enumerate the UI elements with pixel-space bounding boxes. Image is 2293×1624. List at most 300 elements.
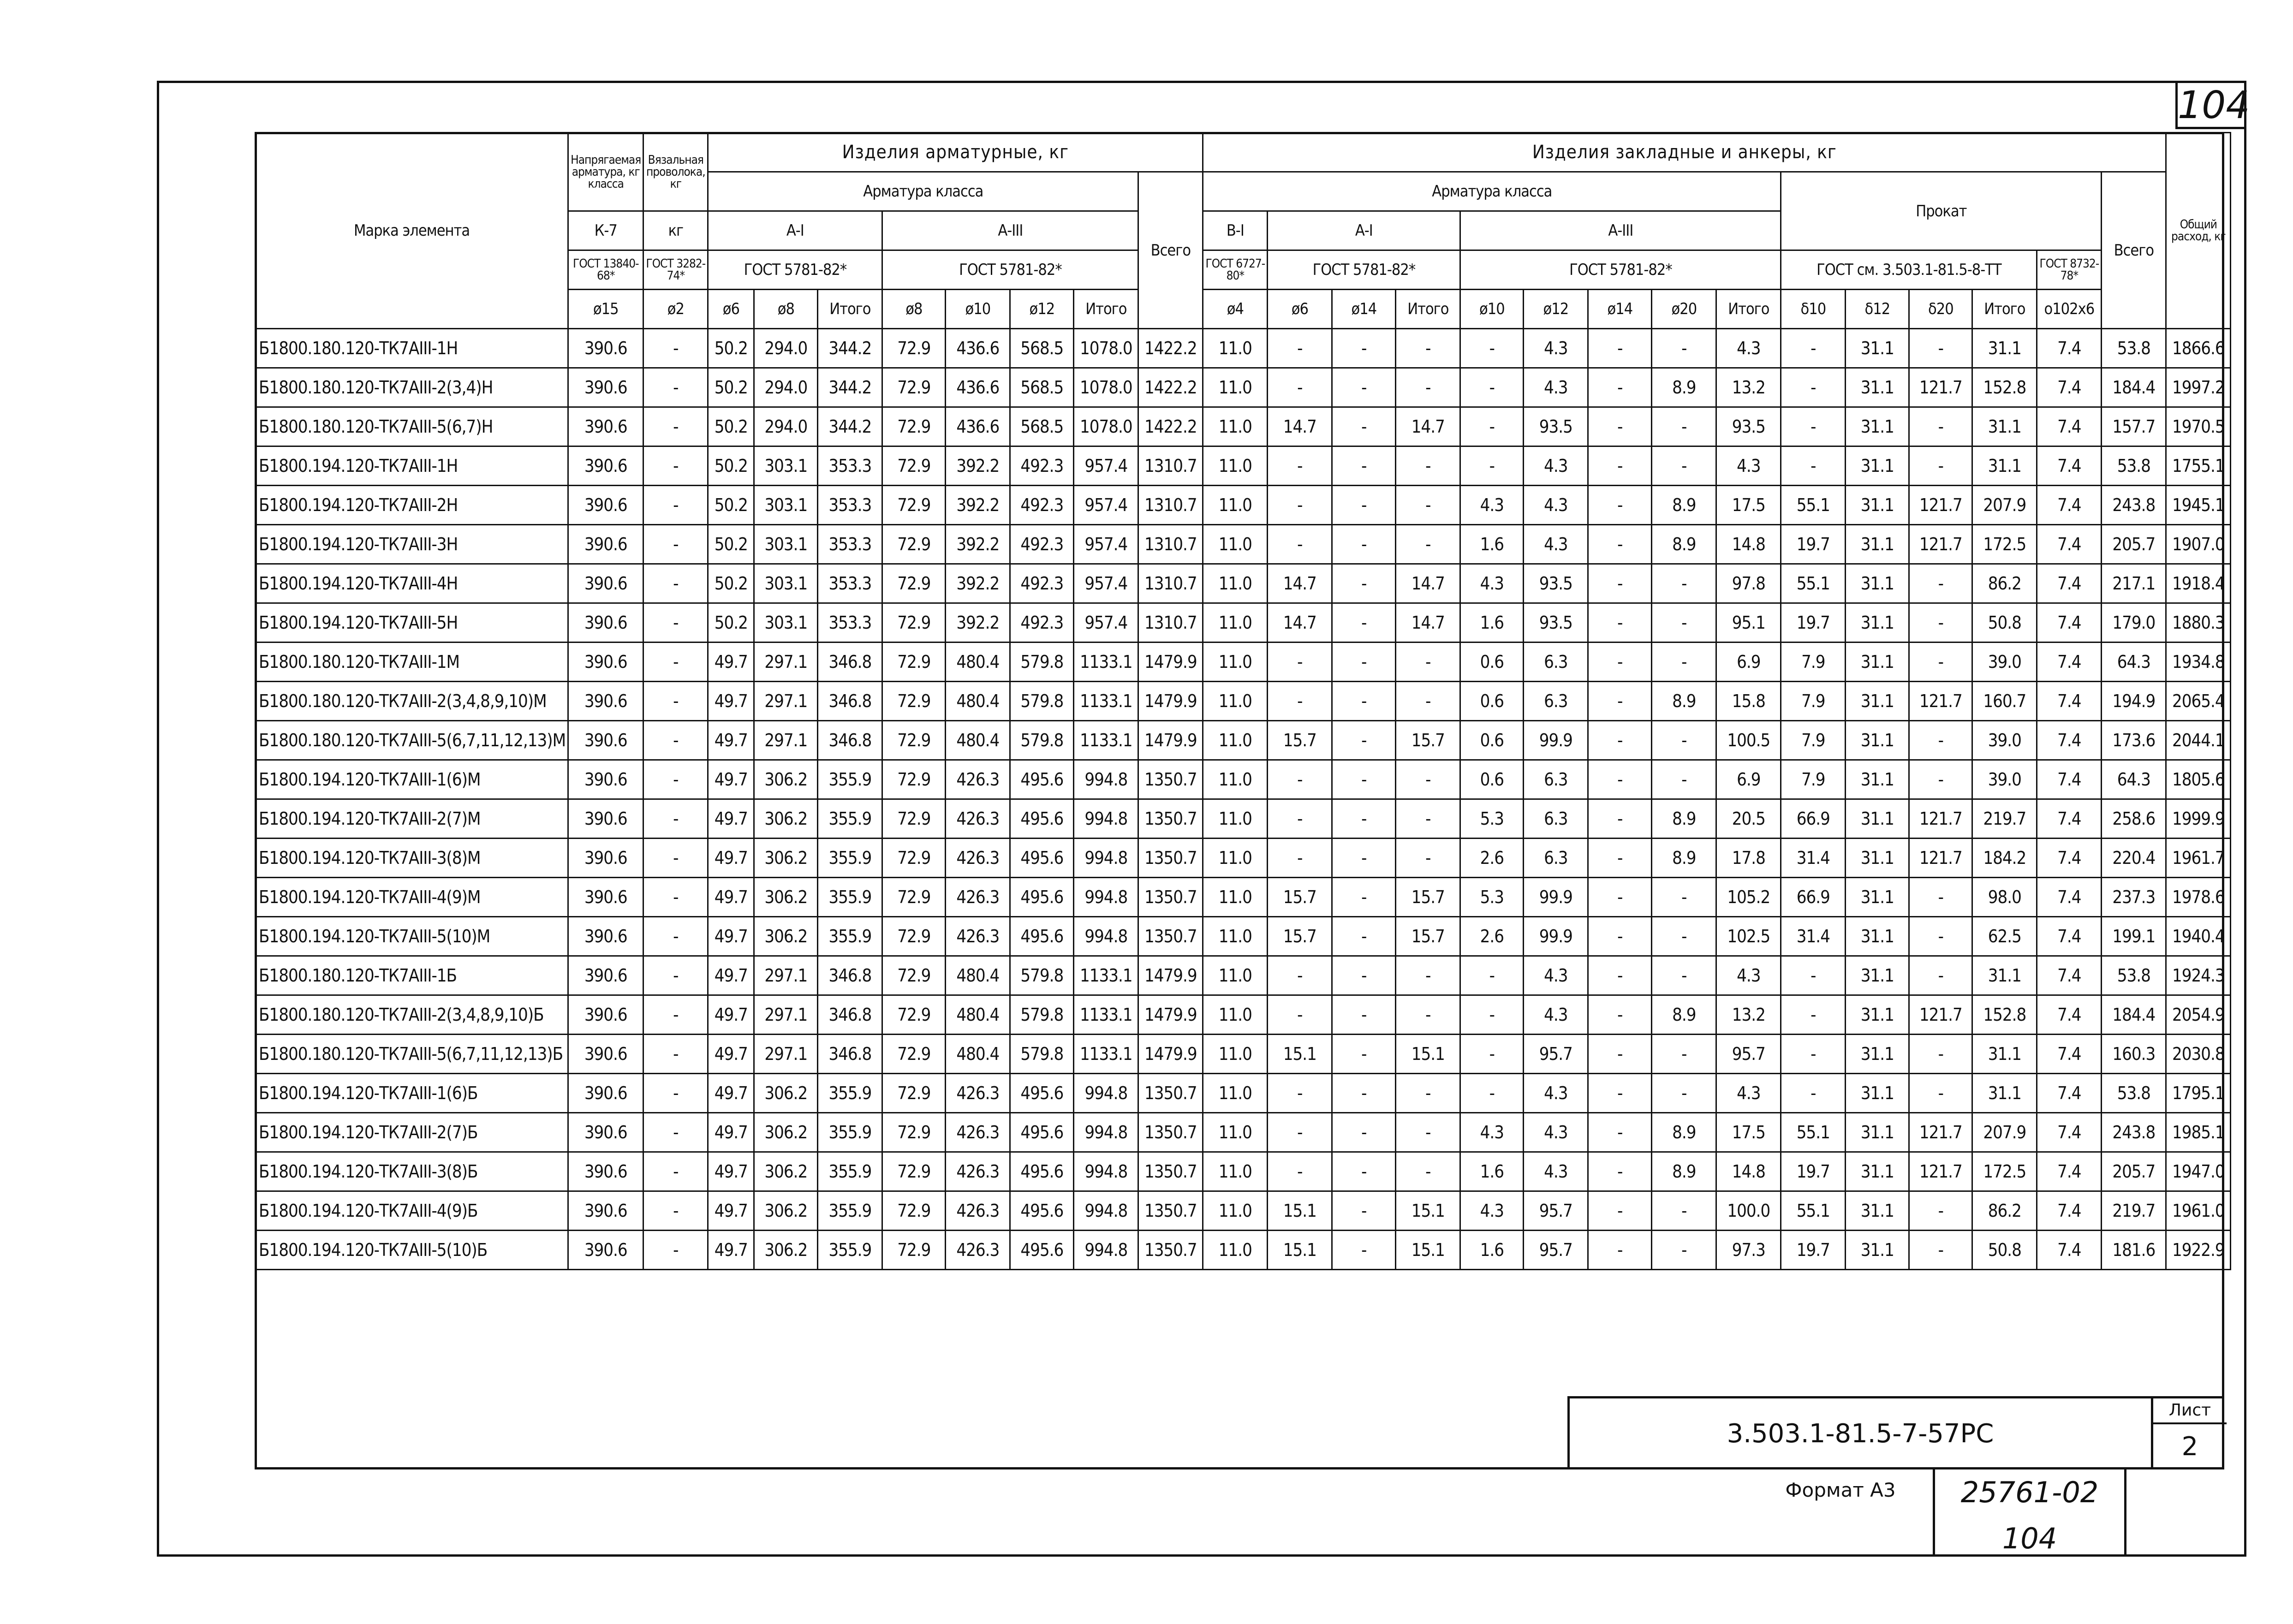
table-cell: 243.8 (2102, 1113, 2166, 1152)
table-cell: 1350.7 (1138, 917, 1203, 956)
table-cell: 31.1 (1972, 956, 2037, 995)
table-cell: - (1396, 956, 1460, 995)
header-rolled: Прокат (1781, 172, 2102, 250)
table-cell: 7.4 (2037, 642, 2102, 682)
table-row (256, 1152, 2231, 1191)
table-cell: 1310.7 (1138, 446, 1203, 486)
table-cell: - (1588, 564, 1652, 603)
table-cell: 353.3 (818, 446, 882, 486)
table-cell: 8.9 (1652, 799, 1716, 839)
table-cell: - (1909, 760, 1972, 799)
table-cell: 1422.2 (1138, 368, 1203, 407)
table-cell: 172.5 (1972, 525, 2037, 564)
table-cell: 31.1 (1846, 407, 1909, 446)
table-cell: 1.6 (1460, 603, 1524, 642)
table-cell: 353.3 (818, 564, 882, 603)
table-cell: 31.4 (1781, 839, 1846, 878)
header-a3: А-III (882, 211, 1138, 250)
table-cell: 93.5 (1524, 603, 1588, 642)
table-cell: 957.4 (1074, 446, 1138, 486)
table-cell: 11.0 (1203, 721, 1268, 760)
table-cell: 220.4 (2102, 839, 2166, 878)
table-cell: 303.1 (754, 603, 818, 642)
table-cell: 346.8 (818, 956, 882, 995)
header-total-embedded: Всего (2102, 172, 2166, 329)
element-mark: Б1800.194.120-ТК7АIII-1(6)Б (256, 1074, 568, 1113)
element-mark: Б1800.180.120-ТК7АIII-2(3,4,8,9,10)М (256, 682, 568, 721)
table-cell: 72.9 (882, 682, 946, 721)
table-cell: 99.9 (1524, 917, 1588, 956)
header-diameter: Итого (1716, 290, 1781, 329)
table-cell: - (1652, 642, 1716, 682)
table-cell: - (1909, 564, 1972, 603)
table-cell: 11.0 (1203, 1152, 1268, 1191)
header-diameter: ø8 (882, 290, 946, 329)
table-cell: - (643, 603, 708, 642)
table-cell: 49.7 (708, 1191, 754, 1231)
table-cell: - (1396, 995, 1460, 1035)
table-cell: 199.1 (2102, 917, 2166, 956)
table-cell: 72.9 (882, 1152, 946, 1191)
table-cell: 390.6 (568, 525, 643, 564)
table-cell: - (1396, 1074, 1460, 1113)
table-cell: - (1588, 1035, 1652, 1074)
table-cell: 11.0 (1203, 329, 1268, 368)
element-mark: Б1800.180.120-ТК7АIII-5(6,7,11,12,13)М (256, 721, 568, 760)
table-cell: 2.6 (1460, 839, 1524, 878)
table-cell: 72.9 (882, 721, 946, 760)
table-cell: 72.9 (882, 564, 946, 603)
table-cell: 15.1 (1268, 1191, 1332, 1231)
table-cell: 31.1 (1846, 525, 1909, 564)
table-cell: 217.1 (2102, 564, 2166, 603)
table-cell: 480.4 (946, 956, 1010, 995)
header-diameter: Итого (1074, 290, 1138, 329)
table-cell: 353.3 (818, 603, 882, 642)
footer (1753, 1469, 2246, 1557)
document-code: 3.503.1-81.5-7-57РС (1727, 1419, 1994, 1449)
element-mark: Б1800.194.120-ТК7АIII-1(6)М (256, 760, 568, 799)
table-cell: 31.1 (1846, 682, 1909, 721)
element-mark: Б1800.194.120-ТК7АIII-2Н (256, 486, 568, 525)
table-cell: 1310.7 (1138, 603, 1203, 642)
table-cell: 306.2 (754, 1231, 818, 1270)
table-cell: 306.2 (754, 1113, 818, 1152)
table-cell: - (1460, 1074, 1524, 1113)
table-cell: 7.4 (2037, 446, 2102, 486)
table-cell: 1922.9 (2166, 1231, 2231, 1270)
table-cell: 66.9 (1781, 799, 1846, 839)
table-row (256, 1191, 2231, 1231)
table-cell: - (1268, 1152, 1332, 1191)
table-body (256, 329, 2231, 1270)
table-cell: 19.7 (1781, 525, 1846, 564)
table-cell: 4.3 (1716, 329, 1781, 368)
table-cell: 184.4 (2102, 995, 2166, 1035)
table-cell: 55.1 (1781, 1113, 1846, 1152)
table-cell: 11.0 (1203, 486, 1268, 525)
table-row (256, 329, 2231, 368)
header-gost-k7: ГОСТ 13840-68* (568, 250, 643, 290)
table-cell: 346.8 (818, 642, 882, 682)
table-cell: 579.8 (1010, 1035, 1074, 1074)
table-cell: 355.9 (818, 1074, 882, 1113)
header-diameter: ø8 (754, 290, 818, 329)
table-cell: 219.7 (1972, 799, 2037, 839)
table-cell: 1.6 (1460, 1152, 1524, 1191)
table-cell: 426.3 (946, 1113, 1010, 1152)
table-cell: 346.8 (818, 682, 882, 721)
table-cell: 436.6 (946, 368, 1010, 407)
table-cell: 4.3 (1716, 446, 1781, 486)
table-cell: - (1909, 642, 1972, 682)
table-cell: - (1909, 1191, 1972, 1231)
table-cell: 86.2 (1972, 1191, 2037, 1231)
table-cell: 31.1 (1972, 407, 2037, 446)
table-cell: - (1332, 1074, 1396, 1113)
table-cell: 11.0 (1203, 446, 1268, 486)
table-cell: 49.7 (708, 1113, 754, 1152)
table-cell: 184.4 (2102, 368, 2166, 407)
table-cell: 1133.1 (1074, 682, 1138, 721)
table-cell: 49.7 (708, 642, 754, 682)
table-cell: - (1268, 446, 1332, 486)
table-cell: 219.7 (2102, 1191, 2166, 1231)
table-cell: 495.6 (1010, 799, 1074, 839)
table-cell: 49.7 (708, 760, 754, 799)
table-cell: 72.9 (882, 603, 946, 642)
table-cell: 957.4 (1074, 603, 1138, 642)
table-cell: 1924.3 (2166, 956, 2231, 995)
table-cell: 392.2 (946, 603, 1010, 642)
table-cell: 355.9 (818, 1231, 882, 1270)
table-cell: 50.2 (708, 368, 754, 407)
table-cell: - (1588, 525, 1652, 564)
table-cell: 4.3 (1460, 1191, 1524, 1231)
table-cell: - (1652, 603, 1716, 642)
table-cell: 152.8 (1972, 995, 2037, 1035)
table-cell: 7.4 (2037, 1074, 2102, 1113)
table-cell: 495.6 (1010, 839, 1074, 878)
table-cell: 95.7 (1716, 1035, 1781, 1074)
table-cell: 7.4 (2037, 603, 2102, 642)
table-cell: 392.2 (946, 446, 1010, 486)
table-cell: 50.2 (708, 525, 754, 564)
table-cell: 8.9 (1652, 839, 1716, 878)
table-cell: - (1909, 1074, 1972, 1113)
table-cell: 8.9 (1652, 1113, 1716, 1152)
table-cell: - (1588, 721, 1652, 760)
table-cell: 2.6 (1460, 917, 1524, 956)
header-diameter: ø12 (1524, 290, 1588, 329)
table-cell: 31.1 (1846, 760, 1909, 799)
header-a3-embedded: А-III (1460, 211, 1781, 250)
table-cell: - (1460, 329, 1524, 368)
table-cell: 390.6 (568, 799, 643, 839)
table-cell: 55.1 (1781, 486, 1846, 525)
table-cell: 495.6 (1010, 1231, 1074, 1270)
table-cell: 426.3 (946, 760, 1010, 799)
table-cell: 353.3 (818, 525, 882, 564)
table-cell: 994.8 (1074, 917, 1138, 956)
element-mark: Б1800.194.120-ТК7АIII-5Н (256, 603, 568, 642)
table-cell: 492.3 (1010, 525, 1074, 564)
table-cell: 1755.1 (2166, 446, 2231, 486)
table-cell: 957.4 (1074, 525, 1138, 564)
table-cell: 1479.9 (1138, 682, 1203, 721)
table-cell: 492.3 (1010, 446, 1074, 486)
table-cell: 390.6 (568, 407, 643, 446)
table-cell: - (643, 407, 708, 446)
table-cell: 306.2 (754, 917, 818, 956)
table-cell: 355.9 (818, 799, 882, 839)
table-cell: 390.6 (568, 721, 643, 760)
table-cell: 97.8 (1716, 564, 1781, 603)
table-cell: - (643, 1035, 708, 1074)
table-cell: 72.9 (882, 839, 946, 878)
table-row (256, 878, 2231, 917)
table-cell: 7.4 (2037, 917, 2102, 956)
table-cell: - (643, 1074, 708, 1113)
table-cell: - (1909, 956, 1972, 995)
header-embedded-products: Изделия закладные и анкеры, кг (1203, 133, 2166, 172)
header-diameter: ø10 (1460, 290, 1524, 329)
table-cell: - (1781, 368, 1846, 407)
header-armature-class: Арматура класса (708, 172, 1138, 211)
table-cell: 14.7 (1396, 564, 1460, 603)
table-cell: 1961.7 (2166, 839, 2231, 878)
table-cell: 50.2 (708, 486, 754, 525)
table-cell: 11.0 (1203, 995, 1268, 1035)
table-cell: - (1652, 564, 1716, 603)
table-cell: 31.1 (1846, 839, 1909, 878)
table-cell: 1350.7 (1138, 1231, 1203, 1270)
table-cell: 480.4 (946, 721, 1010, 760)
table-cell: 11.0 (1203, 682, 1268, 721)
table-cell: 72.9 (882, 995, 946, 1035)
table-cell: - (1460, 407, 1524, 446)
table-cell: 2044.1 (2166, 721, 2231, 760)
element-mark: Б1800.194.120-ТК7АIII-2(7)Б (256, 1113, 568, 1152)
table-cell: 306.2 (754, 1191, 818, 1231)
header-overall: Общий расход, кг (2166, 133, 2231, 329)
sheet-number: 2 (2181, 1432, 2198, 1462)
table-cell: 436.6 (946, 407, 1010, 446)
table-cell: 568.5 (1010, 368, 1074, 407)
header-diameter: ø10 (946, 290, 1010, 329)
table-cell: 355.9 (818, 1191, 882, 1231)
element-mark: Б1800.180.120-ТК7АIII-5(6,7,11,12,13)Б (256, 1035, 568, 1074)
table-cell: - (1781, 995, 1846, 1035)
title-block (1567, 1396, 2224, 1469)
table-cell: 15.1 (1268, 1035, 1332, 1074)
table-row (256, 1231, 2231, 1270)
table-cell: 7.9 (1781, 760, 1846, 799)
element-mark: Б1800.180.120-ТК7АIII-1Н (256, 329, 568, 368)
table-cell: - (1460, 956, 1524, 995)
table-cell: 390.6 (568, 329, 643, 368)
table-cell: 53.8 (2102, 329, 2166, 368)
table-row (256, 1035, 2231, 1074)
header-diameter: ø6 (1268, 290, 1332, 329)
table-row (256, 995, 2231, 1035)
table-cell: 1918.4 (2166, 564, 2231, 603)
table-cell: 55.1 (1781, 1191, 1846, 1231)
table-cell: 297.1 (754, 682, 818, 721)
element-mark: Б1800.180.120-ТК7АIII-1Б (256, 956, 568, 995)
table-cell: - (1909, 329, 1972, 368)
table-cell: 495.6 (1010, 878, 1074, 917)
table-cell: 173.6 (2102, 721, 2166, 760)
table-cell: - (1332, 1113, 1396, 1152)
table-cell: - (643, 760, 708, 799)
table-cell: 1934.8 (2166, 642, 2231, 682)
header-diameter: о102х6 (2037, 290, 2102, 329)
table-cell: 4.3 (1716, 956, 1781, 995)
table-cell: 1078.0 (1074, 368, 1138, 407)
table-cell: 8.9 (1652, 368, 1716, 407)
table-cell: 306.2 (754, 839, 818, 878)
table-cell: 1350.7 (1138, 1113, 1203, 1152)
table-cell: 50.2 (708, 446, 754, 486)
table-cell: 93.5 (1716, 407, 1781, 446)
table-cell: 179.0 (2102, 603, 2166, 642)
table-cell: 7.4 (2037, 839, 2102, 878)
table-cell: 4.3 (1716, 1074, 1781, 1113)
table-cell: - (1396, 682, 1460, 721)
table-cell: 31.1 (1846, 1074, 1909, 1113)
table-cell: 1350.7 (1138, 1074, 1203, 1113)
table-cell: 1310.7 (1138, 525, 1203, 564)
table-cell: 390.6 (568, 564, 643, 603)
table-row (256, 525, 2231, 564)
table-cell: 31.4 (1781, 917, 1846, 956)
table-cell: - (1781, 956, 1846, 995)
table-cell: - (1588, 642, 1652, 682)
table-cell: - (1588, 407, 1652, 446)
table-cell: 31.1 (1846, 486, 1909, 525)
header-diameter: ø2 (643, 290, 708, 329)
table-cell: 64.3 (2102, 760, 2166, 799)
table-cell: 105.2 (1716, 878, 1781, 917)
table-cell: 495.6 (1010, 1191, 1074, 1231)
table-cell: - (1588, 1113, 1652, 1152)
table-cell: 5.3 (1460, 799, 1524, 839)
table-row (256, 1113, 2231, 1152)
table-cell: 72.9 (882, 799, 946, 839)
table-cell: 390.6 (568, 760, 643, 799)
table-cell: 294.0 (754, 368, 818, 407)
header-diameter: ø14 (1588, 290, 1652, 329)
table-cell: - (1588, 329, 1652, 368)
table-cell: 353.3 (818, 486, 882, 525)
table-cell: - (1652, 1231, 1716, 1270)
table-cell: 1.6 (1460, 1231, 1524, 1270)
table-cell: - (1268, 525, 1332, 564)
table-cell: - (1332, 446, 1396, 486)
table-cell: 64.3 (2102, 642, 2166, 682)
table-cell: - (1268, 682, 1332, 721)
table-cell: 72.9 (882, 407, 946, 446)
table-cell: 121.7 (1909, 486, 1972, 525)
table-cell: 157.7 (2102, 407, 2166, 446)
table-row (256, 642, 2231, 682)
table-cell: - (643, 1152, 708, 1191)
table-cell: 5.3 (1460, 878, 1524, 917)
table-cell: - (1652, 917, 1716, 956)
table-cell: 11.0 (1203, 1191, 1268, 1231)
table-cell: 19.7 (1781, 1231, 1846, 1270)
table-cell: 11.0 (1203, 525, 1268, 564)
table-cell: 39.0 (1972, 760, 2037, 799)
table-cell: 31.1 (1846, 721, 1909, 760)
table-cell: - (1781, 407, 1846, 446)
table-cell: 994.8 (1074, 878, 1138, 917)
table-cell: 4.3 (1524, 329, 1588, 368)
table-cell: 4.3 (1524, 525, 1588, 564)
element-mark: Б1800.194.120-ТК7АIII-2(7)М (256, 799, 568, 839)
table-cell: 297.1 (754, 721, 818, 760)
table-cell: 1133.1 (1074, 642, 1138, 682)
table-cell: 297.1 (754, 956, 818, 995)
table-cell: 66.9 (1781, 878, 1846, 917)
table-cell: 31.1 (1846, 878, 1909, 917)
table-cell: 346.8 (818, 995, 882, 1035)
table-cell: 480.4 (946, 1035, 1010, 1074)
table-cell: 306.2 (754, 1074, 818, 1113)
table-cell: - (1332, 329, 1396, 368)
table-cell: 1350.7 (1138, 1152, 1203, 1191)
element-mark: Б1800.194.120-ТК7АIII-4(9)Б (256, 1191, 568, 1231)
material-specification-table (255, 132, 2231, 1270)
table-cell: - (1588, 682, 1652, 721)
table-cell: 31.1 (1846, 1113, 1909, 1152)
table-cell: 19.7 (1781, 1152, 1846, 1191)
table-cell: - (643, 368, 708, 407)
table-cell: 0.6 (1460, 721, 1524, 760)
table-cell: 579.8 (1010, 682, 1074, 721)
table-cell: 426.3 (946, 1231, 1010, 1270)
table-cell: 7.4 (2037, 1152, 2102, 1191)
table-cell: 1078.0 (1074, 329, 1138, 368)
table-cell: 7.4 (2037, 1191, 2102, 1231)
table-cell: 1907.0 (2166, 525, 2231, 564)
table-cell: 11.0 (1203, 917, 1268, 956)
table-cell: 426.3 (946, 799, 1010, 839)
table-cell: - (643, 878, 708, 917)
table-cell: 1880.3 (2166, 603, 2231, 642)
table-cell: - (643, 564, 708, 603)
table-cell: - (1268, 760, 1332, 799)
table-cell: 50.2 (708, 603, 754, 642)
table-cell: 1978.6 (2166, 878, 2231, 917)
table-cell: - (1396, 525, 1460, 564)
table-cell: - (1909, 603, 1972, 642)
table-cell: 31.1 (1846, 1035, 1909, 1074)
table-cell: - (1652, 956, 1716, 995)
table-cell: 7.4 (2037, 407, 2102, 446)
table-cell: 480.4 (946, 642, 1010, 682)
table-cell: 15.7 (1396, 878, 1460, 917)
table-cell: 1350.7 (1138, 760, 1203, 799)
table-cell: 306.2 (754, 799, 818, 839)
table-cell: 72.9 (882, 1035, 946, 1074)
element-mark: Б1800.180.120-ТК7АIII-2(3,4,8,9,10)Б (256, 995, 568, 1035)
table-cell: 50.2 (708, 564, 754, 603)
table-cell: 4.3 (1524, 1074, 1588, 1113)
table-cell: 480.4 (946, 682, 1010, 721)
table-cell: 31.1 (1846, 1231, 1909, 1270)
